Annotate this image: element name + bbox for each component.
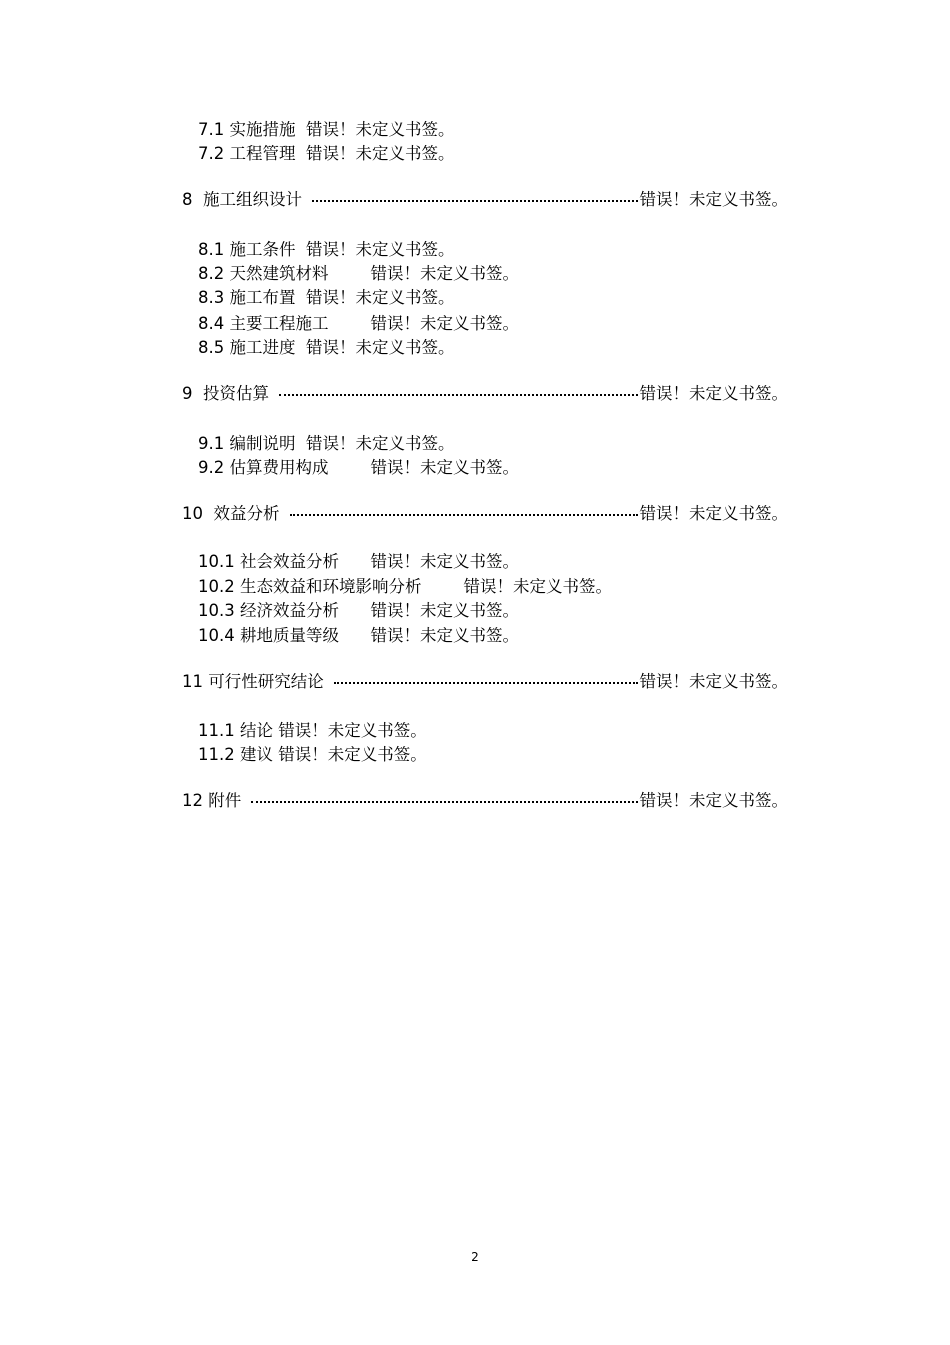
toc-entry-8-5[interactable] [198, 338, 455, 358]
toc-entry-error: 错误！未定义书签。 [306, 240, 455, 259]
toc-entry-title: 8.3 施工布置 [198, 288, 296, 307]
toc-entry-11-2[interactable] [198, 745, 427, 765]
toc-chapter-title: 11 可行性研究结论 [182, 672, 324, 691]
toc-entry-10-2[interactable] [198, 577, 612, 597]
toc-entry-7-2[interactable] [198, 144, 455, 164]
toc-entry-10-4[interactable] [198, 626, 519, 646]
toc-entry-error: 错误！未定义书签。 [370, 314, 519, 333]
page-number: 2 [471, 1250, 479, 1264]
toc-entry-8-1[interactable] [198, 240, 455, 260]
toc-entry-7-1[interactable] [198, 120, 455, 140]
toc-entry-error: 错误！未定义书签。 [370, 264, 519, 283]
toc-leader-dots [312, 188, 638, 202]
toc-chapter-11[interactable] [182, 672, 788, 692]
toc-chapter-8[interactable] [182, 190, 788, 210]
toc-entry-title: 10.4 耕地质量等级 [198, 626, 339, 645]
toc-entry-error: 错误！未定义书签。 [370, 601, 519, 620]
toc-entry-9-2[interactable] [198, 458, 519, 478]
toc-entry-error: 错误！未定义书签。 [278, 745, 427, 764]
toc-chapter-12[interactable] [182, 791, 788, 811]
toc-entry-title: 10.1 社会效益分析 [198, 552, 339, 571]
toc-entry-error: 错误！未定义书签。 [306, 338, 455, 357]
toc-entry-title: 11.1 结论 [198, 721, 273, 740]
toc-entry-error: 错误！未定义书签。 [306, 288, 455, 307]
toc-leader-dots [251, 789, 637, 803]
toc-entry-error: 错误！未定义书签。 [463, 577, 612, 596]
toc-entry-title: 7.2 工程管理 [198, 144, 296, 163]
toc-entry-8-3[interactable] [198, 288, 455, 308]
toc-entry-title: 10.3 经济效益分析 [198, 601, 339, 620]
toc-chapter-title: 12 附件 [182, 791, 242, 810]
toc-entry-error: 错误！未定义书签。 [639, 672, 788, 691]
toc-chapter-10[interactable] [182, 504, 788, 524]
toc-entry-error: 错误！未定义书签。 [370, 626, 519, 645]
toc-entry-error: 错误！未定义书签。 [639, 504, 788, 523]
toc-entry-error: 错误！未定义书签。 [306, 120, 455, 139]
toc-entry-10-1[interactable] [198, 552, 519, 572]
toc-chapter-title: 10 效益分析 [182, 504, 280, 523]
toc-entry-error: 错误！未定义书签。 [306, 144, 455, 163]
toc-entry-error: 错误！未定义书签。 [639, 384, 788, 403]
toc-entry-title: 8.1 施工条件 [198, 240, 296, 259]
toc-entry-error: 错误！未定义书签。 [639, 791, 788, 810]
toc-entry-9-1[interactable] [198, 434, 455, 454]
toc-entry-10-3[interactable] [198, 601, 519, 621]
toc-entry-title: 11.2 建议 [198, 745, 273, 764]
toc-entry-8-4[interactable] [198, 314, 519, 334]
toc-chapter-9[interactable] [182, 384, 788, 404]
toc-entry-error: 错误！未定义书签。 [370, 458, 519, 477]
toc-entry-error: 错误！未定义书签。 [639, 190, 788, 209]
toc-entry-title: 8.2 天然建筑材料 [198, 264, 329, 283]
toc-entry-error: 错误！未定义书签。 [370, 552, 519, 571]
toc-leader-dots [290, 502, 638, 516]
toc-entry-8-2[interactable] [198, 264, 519, 284]
toc-entry-11-1[interactable] [198, 721, 427, 741]
toc-entry-title: 8.5 施工进度 [198, 338, 296, 357]
toc-entry-title: 9.2 估算费用构成 [198, 458, 329, 477]
toc-chapter-title: 9 投资估算 [182, 384, 269, 403]
toc-entry-error: 错误！未定义书签。 [306, 434, 455, 453]
toc-entry-title: 10.2 生态效益和环境影响分析 [198, 577, 422, 596]
toc-chapter-title: 8 施工组织设计 [182, 190, 302, 209]
toc-entry-title: 7.1 实施措施 [198, 120, 296, 139]
toc-entry-error: 错误！未定义书签。 [278, 721, 427, 740]
toc-leader-dots [334, 670, 638, 684]
toc-leader-dots [279, 382, 638, 396]
toc-entry-title: 8.4 主要工程施工 [198, 314, 329, 333]
toc-entry-title: 9.1 编制说明 [198, 434, 296, 453]
